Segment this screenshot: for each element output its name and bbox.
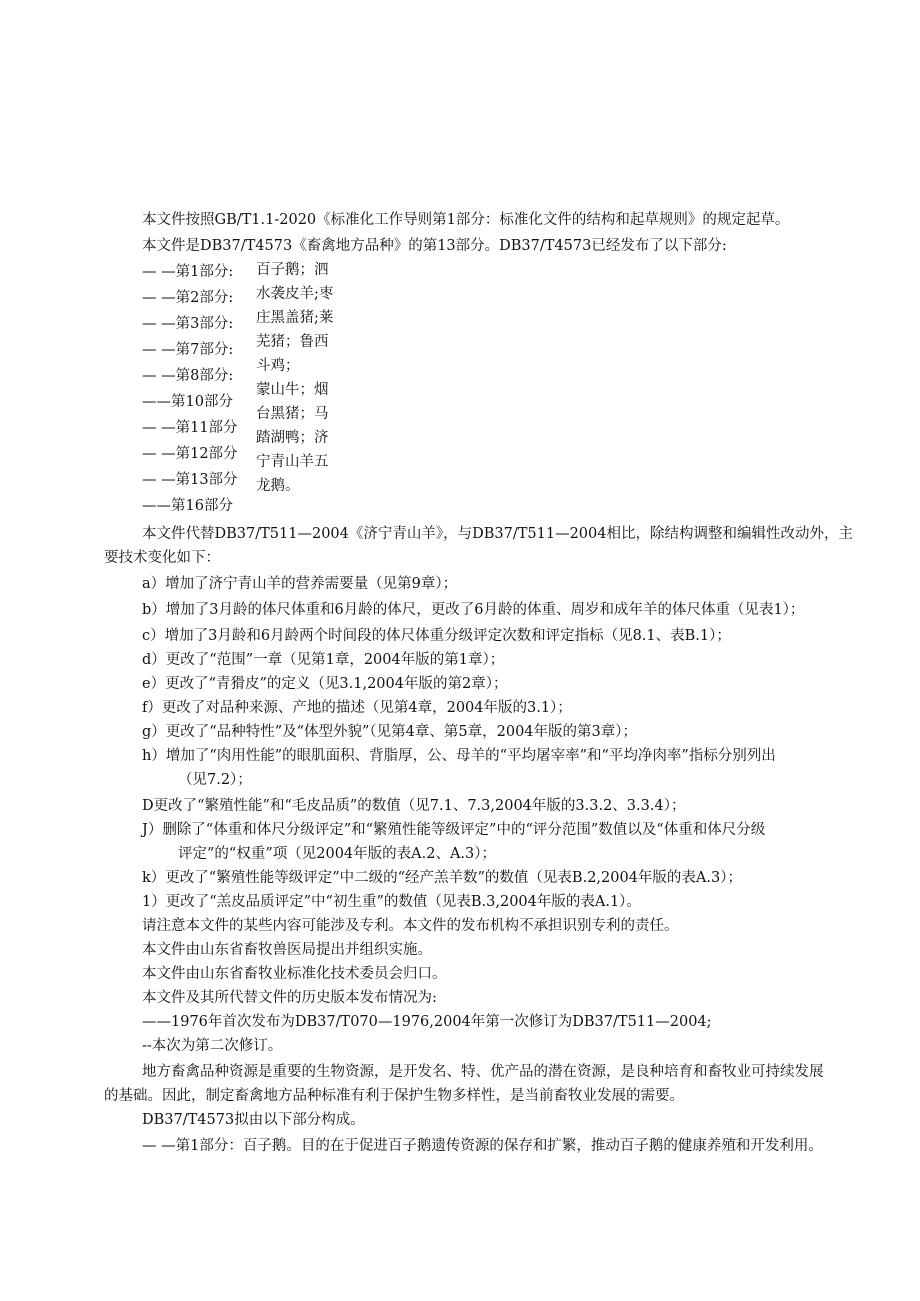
paragraph-managed: 本文件由山东省畜牧业标准化技术委员会归口。 bbox=[142, 966, 447, 982]
change-item: e）更改了“青猾皮”的定义（见3.1,2004年版的第2章）； bbox=[142, 676, 508, 692]
change-item: f）更改了对品种来源、产地的描述（见第4章，2004年版的3.1）； bbox=[142, 700, 572, 716]
part-breed-text: 台黑猪；马 bbox=[256, 406, 329, 422]
part-label: — —第7部分: bbox=[142, 342, 234, 358]
part-label: — —第8部分: bbox=[142, 368, 234, 384]
part-label: ——第10部分 bbox=[142, 394, 233, 410]
paragraph-proposed: 本文件由山东省畜牧兽医局提出并组织实施。 bbox=[142, 942, 432, 958]
change-item: b）增加了3月龄的体尺体重和6月龄的体尺，更改了6月龄的体重、周岁和成年羊的体尺体重（见表1）； bbox=[142, 602, 805, 618]
part-label: ——第16部分 bbox=[142, 498, 233, 514]
paragraph-structure: DB37/T4573拟由以下部分构成。 bbox=[142, 1112, 365, 1128]
part-breed-text: 龙鹅。 bbox=[256, 478, 300, 494]
change-item-cont: （见7.2）； bbox=[178, 772, 252, 788]
part-label: — —第12部分 bbox=[142, 446, 238, 462]
part-breed-text: 庄黑盖猪;莱 bbox=[256, 310, 334, 326]
history-item: --本次为第二次修订。 bbox=[142, 1038, 283, 1054]
change-item: d）更改了“范围”一章（见第1章，2004年版的第1章）； bbox=[142, 652, 505, 668]
paragraph-replace: 本文件代替DB37/T511—2004《济宁青山羊》，与DB37/T511—2004相比，除结构调整和编辑性改动外，主 bbox=[142, 526, 853, 542]
part-breed-text: 蒙山牛；烟 bbox=[256, 382, 329, 398]
paragraph-patent: 请注意本文件的某些内容可能涉及专利。本文件的发布机构不承担识别专利的责任。 bbox=[142, 918, 679, 934]
part-label: — —第13部分 bbox=[142, 472, 238, 488]
structure-item: — —第1部分：百子鹅。目的在于促进百子鹅遗传资源的保存和扩繁，推动百子鹅的健康养殖和开发利用。 bbox=[142, 1138, 823, 1154]
paragraph-history: 本文件及其所代替文件的历史版本发布情况为: bbox=[142, 990, 437, 1006]
change-item: 1）更改了“羔皮品质评定”中“初生重”的数值（见表B.3,2004年版的表A.1）。 bbox=[142, 894, 641, 910]
paragraph-part-info: 本文件是DB37/T4573《畜禽地方品种》的第13部分。DB37/T4573已经发布了以下部分: bbox=[142, 238, 727, 254]
paragraph-intro-cont: 的基础。因此，制定畜禽地方品种标准有利于保护生物多样性，是当前畜牧业发展的需要。 bbox=[104, 1088, 684, 1104]
change-item-cont: 评定”的“权重”项（见2004年版的表A.2、A.3）； bbox=[178, 846, 497, 862]
change-item: h）增加了“肉用性能”的眼肌面积、背脂厚，公、母羊的“平均屠宰率”和“平均净肉率”指标分别列出 bbox=[142, 748, 776, 764]
part-label: — —第11部分 bbox=[142, 420, 238, 436]
change-item: a）增加了济宁青山羊的营养需要量（见第9章）； bbox=[142, 576, 458, 592]
history-item: ——1976年首次发布为DB37/T070—1976,2004年第一次修订为DB37/T511—2004; bbox=[142, 1014, 712, 1030]
part-label: — —第2部分: bbox=[142, 290, 234, 306]
part-breed-text: 宁青山羊五 bbox=[256, 454, 329, 470]
change-item: D更改了“繁殖性能”和“毛皮品质”的数值（见7.1、7.3,2004年版的3.3.2、3.3.4）； bbox=[142, 798, 686, 814]
paragraph-replace-cont: 要技术变化如下： bbox=[104, 550, 220, 566]
part-label: — —第1部分: bbox=[142, 264, 234, 280]
part-breed-text: 百子鹅；泗 bbox=[256, 262, 329, 278]
change-item: k）更改了“繁殖性能等级评定”中二级的“经产羔羊数”的数值（见表B.2,2004年版的表A.3）； bbox=[142, 870, 742, 886]
part-breed-text: 芜猪；鲁西 bbox=[256, 334, 329, 350]
part-breed-text: 踏湖鸭；济 bbox=[256, 430, 329, 446]
change-item: g）更改了“品种特性”及“体型外貌”（见第4章、第5章，2004年版的第3章）； bbox=[142, 724, 638, 740]
paragraph-drafting-rule: 本文件按照GB/T1.1-2020《标准化工作导则第1部分：标准化文件的结构和起草规则》的规定起草。 bbox=[142, 212, 790, 228]
change-item: c）增加了3月龄和6月龄两个时间段的体尺体重分级评定次数和评定指标（见8.1、表B.1）； bbox=[142, 628, 731, 644]
change-item: J）删除了“体重和体尺分级评定”和“繁殖性能等级评定”中的“评分范围”数值以及“体重和体尺分级 bbox=[142, 822, 766, 838]
part-breed-text: 斗鸡； bbox=[256, 358, 300, 374]
paragraph-intro: 地方畜禽品种资源是重要的生物资源，是开发名、特、优产品的潜在资源，是良种培育和畜牧业可持续发展 bbox=[142, 1064, 824, 1080]
part-label: — —第3部分: bbox=[142, 316, 234, 332]
part-breed-text: 水袭皮羊;枣 bbox=[256, 286, 334, 302]
